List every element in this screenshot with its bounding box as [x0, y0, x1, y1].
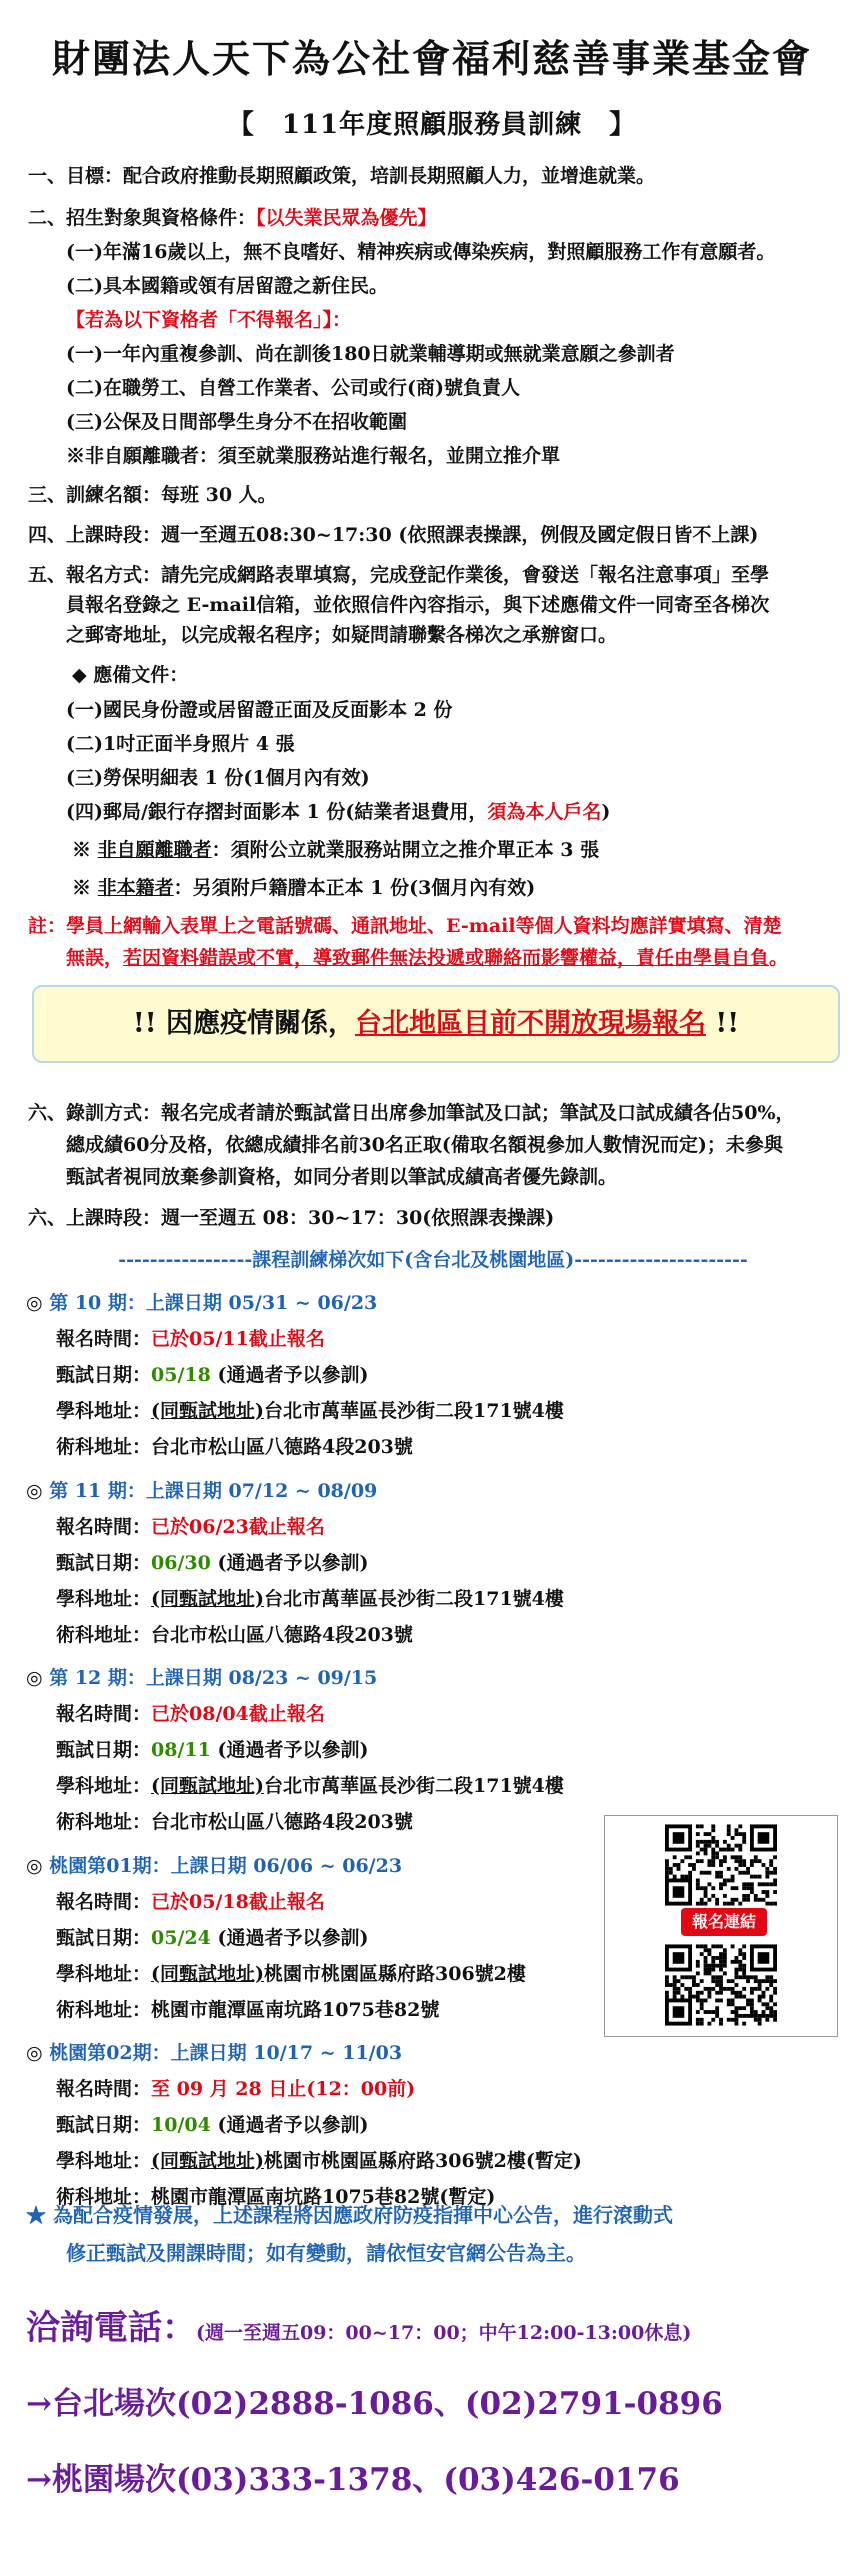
- practice-label: 術科地址：: [56, 1999, 152, 2021]
- session-title: 第 12 期：上課日期 08/23 ~ 09/15: [49, 1667, 378, 1689]
- theory-label: 學科地址：: [56, 1963, 152, 1985]
- exclusion-item-1: (一)一年內重複參訓、尚在訓後180日就業輔導期或無就業意願之參訓者: [66, 343, 675, 365]
- exclusion-item-2: (二)在職勞工、自營工作業者、公司或行(商)號負責人: [66, 377, 520, 399]
- session-header: [26, 1853, 402, 1879]
- document-item-3: (三)勞保明細表 1 份(1個月內有效): [66, 767, 370, 789]
- reg-label: 報名時間：: [56, 1703, 152, 1725]
- document-item-2: (二)1吋正面半身照片 4 張: [66, 733, 295, 755]
- note-1-mark: ※: [72, 839, 98, 861]
- contact-hours: (週一至週五09：00~17：00；中午12:00-13:00休息): [196, 2322, 692, 2344]
- session-bullet: ◎: [26, 2042, 50, 2064]
- theory-address: 桃園市桃園區縣府路306號2樓(暫定): [264, 2150, 582, 2172]
- exclusion-item-3: (三)公保及日間部學生身分不在招收範圍: [66, 411, 407, 433]
- notice-line-2-start: 無誤，: [66, 947, 124, 969]
- exam-label: 甄試日期：: [56, 1552, 152, 1574]
- session-registration: [56, 1514, 325, 1540]
- eligibility-priority: 【以失業民眾為優先】: [256, 207, 437, 229]
- schedule-line: 四、上課時段：週一至週五08:30~17:30 (依照課表操課，例假及國定假日皆不上課): [28, 524, 759, 546]
- exam-note: (通過者予以參訓): [210, 2114, 369, 2136]
- session-practice-address: [56, 1997, 439, 2023]
- exam-date: 08/11: [151, 1739, 211, 1761]
- session-practice-address: [56, 1622, 413, 1648]
- eligibility-heading: [28, 205, 437, 231]
- contact-heading-row: [26, 2300, 691, 2349]
- document-item-4-highlight: 須為本人戶名: [487, 801, 602, 823]
- practice-label: 術科地址：: [56, 2186, 152, 2208]
- note-1-keyword: 非自願離職者: [97, 839, 212, 861]
- exam-date: 10/04: [151, 2114, 211, 2136]
- exam-date: 05/24: [151, 1927, 211, 1949]
- notice-line-1: 註：學員上網輸入表單上之電話號碼、通訊地址、E-mail等個人資料均應詳實填寫、清楚: [28, 915, 782, 937]
- theory-address: 台北市萬華區長沙街二段171號4樓: [264, 1400, 564, 1422]
- document-item-1: (一)國民身份證或居留證正面及反面影本 2 份: [66, 699, 453, 721]
- contact-taipei: →台北場次(02)2888-1086、(02)2791-0896: [26, 2386, 723, 2422]
- qr-label: 報名連結: [681, 1908, 767, 1936]
- session-registration: [56, 1701, 325, 1727]
- selection-line-1: 六、錄訓方式：報名完成者請於甄試當日出席參加筆試及口試；筆試及口試成績各佔50%，: [28, 1102, 795, 1124]
- qr-code-panel[interactable]: [604, 1815, 838, 2037]
- note-2-text: ：另須附戶籍謄本正本 1 份(3個月內有效): [173, 877, 536, 899]
- session-header: [26, 1290, 377, 1316]
- session-bullet: ◎: [26, 1855, 50, 1877]
- session-practice-address: [56, 1434, 413, 1460]
- practice-address: 台北市松山區八德路4段203號: [151, 1436, 413, 1458]
- banner-highlight: 台北地區目前不開放現場報名: [355, 1008, 706, 1039]
- exam-note: (通過者予以參訓): [210, 1739, 369, 1761]
- theory-note: (同甄試地址): [151, 1400, 264, 1422]
- document-note-1: [72, 837, 599, 863]
- session-practice-address: [56, 1809, 413, 1835]
- sessions-separator: -----------------課程訓練梯次如下(含台北及桃園地區)----------------------: [118, 1249, 748, 1271]
- eligibility-label: 二、招生對象與資格條件：: [28, 207, 257, 229]
- eligibility-item-1: (一)年滿16歲以上，無不良嗜好、精神疾病或傳染疾病，對照顧服務工作有意願者。: [66, 241, 776, 263]
- exam-label: 甄試日期：: [56, 1364, 152, 1386]
- qr-code-bottom-icon[interactable]: [665, 1944, 777, 2026]
- session-exam: [56, 1737, 368, 1763]
- note-2-mark: ※: [72, 877, 98, 899]
- theory-address: 台北市萬華區長沙街二段171號4樓: [264, 1588, 564, 1610]
- document-item-4-end: ): [601, 801, 611, 823]
- class-hours-line: 六、上課時段：週一至週五 08：30~17：30(依照課表操課): [28, 1207, 555, 1229]
- exam-note: (通過者予以參訓): [210, 1927, 369, 1949]
- theory-note: (同甄試地址): [151, 2150, 264, 2172]
- reg-value: 已於05/18截止報名: [151, 1891, 325, 1913]
- reg-value: 已於05/11截止報名: [151, 1328, 325, 1350]
- quota-line: 三、訓練名額：每班 30 人。: [28, 484, 277, 506]
- session-header: [26, 1665, 377, 1691]
- exam-date: 05/18: [151, 1364, 211, 1386]
- exam-note: (通過者予以參訓): [210, 1552, 369, 1574]
- exclusion-heading: 【若為以下資格者「不得報名」】：: [66, 309, 352, 331]
- footnote-line-2: 修正甄試及開課時間；如有變動，請依恒安官網公告為主。: [66, 2241, 586, 2265]
- session-title: 桃園第01期：上課日期 06/06 ~ 06/23: [49, 1855, 403, 1877]
- theory-label: 學科地址：: [56, 1775, 152, 1797]
- contact-taoyuan: →桃園場次(03)333-1378、(03)426-0176: [26, 2462, 680, 2498]
- session-registration: [56, 1326, 325, 1352]
- theory-note: (同甄試地址): [151, 1963, 264, 1985]
- session-theory-address: [56, 1961, 526, 1987]
- practice-address: 桃園市龍潭區南坑路1075巷82號: [151, 1999, 440, 2021]
- session-theory-address: [56, 1586, 564, 1612]
- session-bullet: ◎: [26, 1667, 50, 1689]
- reg-label: 報名時間：: [56, 1516, 152, 1538]
- selection-line-2: 總成績60分及格，依總成績排名前30名正取(備取名額視參加人數情況而定)；未參與: [66, 1134, 783, 1156]
- qr-code-top-icon[interactable]: [665, 1824, 777, 1906]
- contact-heading: 洽詢電話：: [26, 2308, 196, 2348]
- notice-line-2-end: 。: [769, 947, 789, 969]
- session-bullet: ◎: [26, 1480, 50, 1502]
- theory-label: 學科地址：: [56, 2150, 152, 2172]
- documents-heading: ◆ 應備文件：: [72, 664, 189, 686]
- reg-label: 報名時間：: [56, 2078, 152, 2100]
- selection-line-3: 甄試者視同放棄參訓資格，如同分者則以筆試成績高者優先錄訓。: [66, 1166, 618, 1188]
- session-registration: [56, 2076, 415, 2102]
- session-exam: [56, 1550, 368, 1576]
- theory-label: 學科地址：: [56, 1400, 152, 1422]
- registration-line-1: 五、報名方式：請先完成網路表單填寫，完成登記作業後，會發送「報名注意事項」至學: [28, 564, 770, 586]
- session-exam: [56, 1362, 368, 1388]
- reg-label: 報名時間：: [56, 1891, 152, 1913]
- session-bullet: ◎: [26, 1292, 50, 1314]
- practice-label: 術科地址：: [56, 1436, 152, 1458]
- theory-address: 台北市萬華區長沙街二段171號4樓: [264, 1775, 564, 1797]
- banner-suffix: !!: [706, 1008, 740, 1039]
- exam-note: (通過者予以參訓): [210, 1364, 369, 1386]
- registration-line-3: 之郵寄地址，以完成報名程序；如疑問請聯繫各梯次之承辦窗口。: [66, 624, 618, 646]
- session-title: 桃園第02期：上課日期 10/17 ~ 11/03: [49, 2042, 403, 2064]
- theory-label: 學科地址：: [56, 1588, 152, 1610]
- practice-label: 術科地址：: [56, 1624, 152, 1646]
- practice-label: 術科地址：: [56, 1811, 152, 1833]
- exam-label: 甄試日期：: [56, 1927, 152, 1949]
- reg-value: 已於06/23截止報名: [151, 1516, 325, 1538]
- notice-line-2: [66, 945, 788, 971]
- exclusion-note: ※非自願離職者：須至就業服務站進行報名，並開立推介單: [66, 445, 561, 467]
- session-theory-address: [56, 2148, 582, 2174]
- session-exam: [56, 2112, 368, 2138]
- session-header: [26, 1478, 377, 1504]
- goal-line: 一、目標：配合政府推動長期照顧政策，培訓長期照顧人力，並增進就業。: [28, 165, 656, 187]
- note-2-keyword: 非本籍者: [97, 877, 174, 899]
- reg-label: 報名時間：: [56, 1328, 152, 1350]
- document-item-4-text: (四)郵局/銀行存摺封面影本 1 份(結業者退費用，: [66, 801, 488, 823]
- session-registration: [56, 1889, 325, 1915]
- page-title: 財團法人天下為公社會福利慈善事業基金會: [51, 36, 812, 81]
- session-theory-address: [56, 1773, 564, 1799]
- practice-address: 台北市松山區八德路4段203號: [151, 1624, 413, 1646]
- document-item-4: [66, 799, 610, 825]
- theory-note: (同甄試地址): [151, 1775, 264, 1797]
- notice-line-2-emphasis: 若因資料錯誤或不實，導致郵件無法投遞或聯絡而影響權益，責任由學員自負: [123, 947, 770, 969]
- document-note-2: [72, 875, 535, 901]
- registration-line-2: 員報名登錄之 E-mail信箱，並依照信件內容指示，與下述應備文件一同寄至各梯次: [66, 594, 770, 616]
- page-subtitle: 【 111年度照顧服務員訓練 】: [227, 110, 637, 140]
- exam-date: 06/30: [151, 1552, 211, 1574]
- session-title: 第 11 期：上課日期 07/12 ~ 08/09: [49, 1480, 378, 1502]
- session-exam: [56, 1925, 368, 1951]
- practice-address: 台北市松山區八德路4段203號: [151, 1811, 413, 1833]
- session-title: 第 10 期：上課日期 05/31 ~ 06/23: [49, 1292, 378, 1314]
- theory-address: 桃園市桃園區縣府路306號2樓: [264, 1963, 526, 1985]
- exam-label: 甄試日期：: [56, 1739, 152, 1761]
- practice-address: 桃園市龍潭區南坑路1075巷82號(暫定): [151, 2186, 496, 2208]
- eligibility-item-2: (二)具本國籍或領有居留證之新住民。: [66, 275, 388, 297]
- session-header: [26, 2040, 402, 2066]
- reg-value: 已於08/04截止報名: [151, 1703, 325, 1725]
- theory-note: (同甄試地址): [151, 1588, 264, 1610]
- footnote-line-1: ★ 為配合疫情發展，上述課程將因應政府防疫指揮中心公告，進行滾動式: [26, 2203, 673, 2227]
- reg-value: 至 09 月 28 日止(12：00前): [151, 2078, 416, 2100]
- covid-banner: [32, 985, 840, 1063]
- exam-label: 甄試日期：: [56, 2114, 152, 2136]
- banner-prefix: !! 因應疫情關係，: [132, 1008, 355, 1039]
- note-1-text: ：須附公立就業服務站開立之推介單正本 3 張: [211, 839, 600, 861]
- session-theory-address: [56, 1398, 564, 1424]
